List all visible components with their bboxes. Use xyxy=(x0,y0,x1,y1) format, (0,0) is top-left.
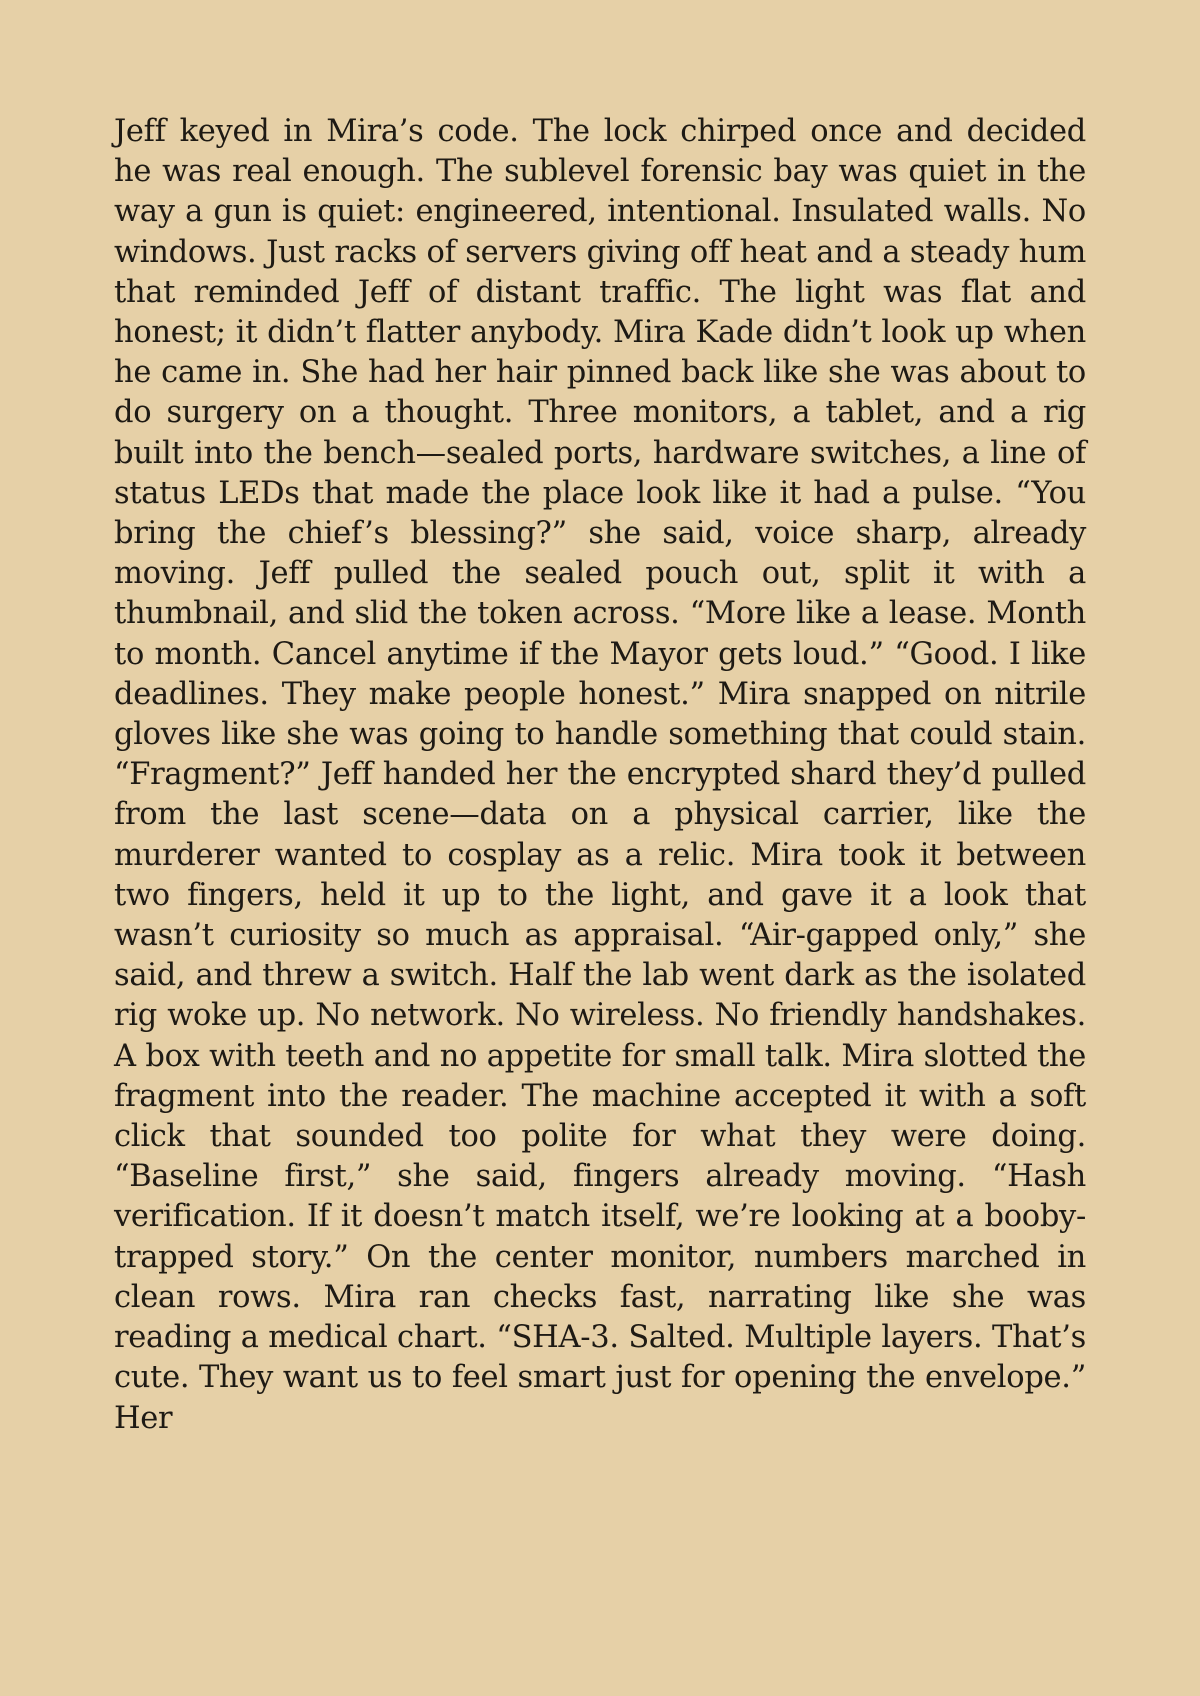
body-paragraph: Jeff keyed in Mira’s code. The lock chirped once and decided he was real enough. The sublevel forensic bay was quiet in the way a gun is quiet: engineered, intentional. Insulated walls. No windows. Just racks of servers giving off heat and a steady hum that reminded Jeff of distant traffic. The light was flat and honest; it didn’t flatter anybody. Mira Kade didn’t look up when he came in. She had her hair pinned back like she was about to do surgery on a thought. Three monitors, a tablet, and a rig built into the bench—sealed ports, hardware switches, a line of status LEDs that made the place look like it had a pulse. “You bring the chief’s blessing?” she said, voice sharp, already moving. Jeff pulled the sealed pouch out, split it with a thumbnail, and slid the token across. “More like a lease. Month to month. Cancel anytime if the Mayor gets loud.” “Good. I like deadlines. They make people honest.” Mira snapped on nitrile gloves like she was going to handle something that could stain. “Fragment?” Jeff handed her the encrypted shard they’d pulled from the last scene—data on a physical carrier, like the murderer wanted to cosplay as a relic. Mira took it between two fingers, held it up to the light, and gave it a look that wasn’t curiosity so much as appraisal. “Air-gapped only,” she said, and threw a switch. Half the lab went dark as the isolated rig woke up. No network. No wireless. No friendly handshakes. A box with teeth and no appetite for small talk. Mira slotted the fragment into the reader. The machine accepted it with a soft click that sounded too polite for what they were doing. “Baseline first,” she said, fingers already moving. “Hash verification. If it doesn’t match itself, we’re looking at a booby-trapped story.” On the center monitor, numbers marched in clean rows. Mira ran checks fast, narrating like she was reading a medical chart. “SHA-3. Salted. Multiple layers. That’s cute. They want us to feel smart just for opening the envelope.” Her xyxy=(114,114,1086,1436)
page-body xyxy=(114,112,1086,1439)
